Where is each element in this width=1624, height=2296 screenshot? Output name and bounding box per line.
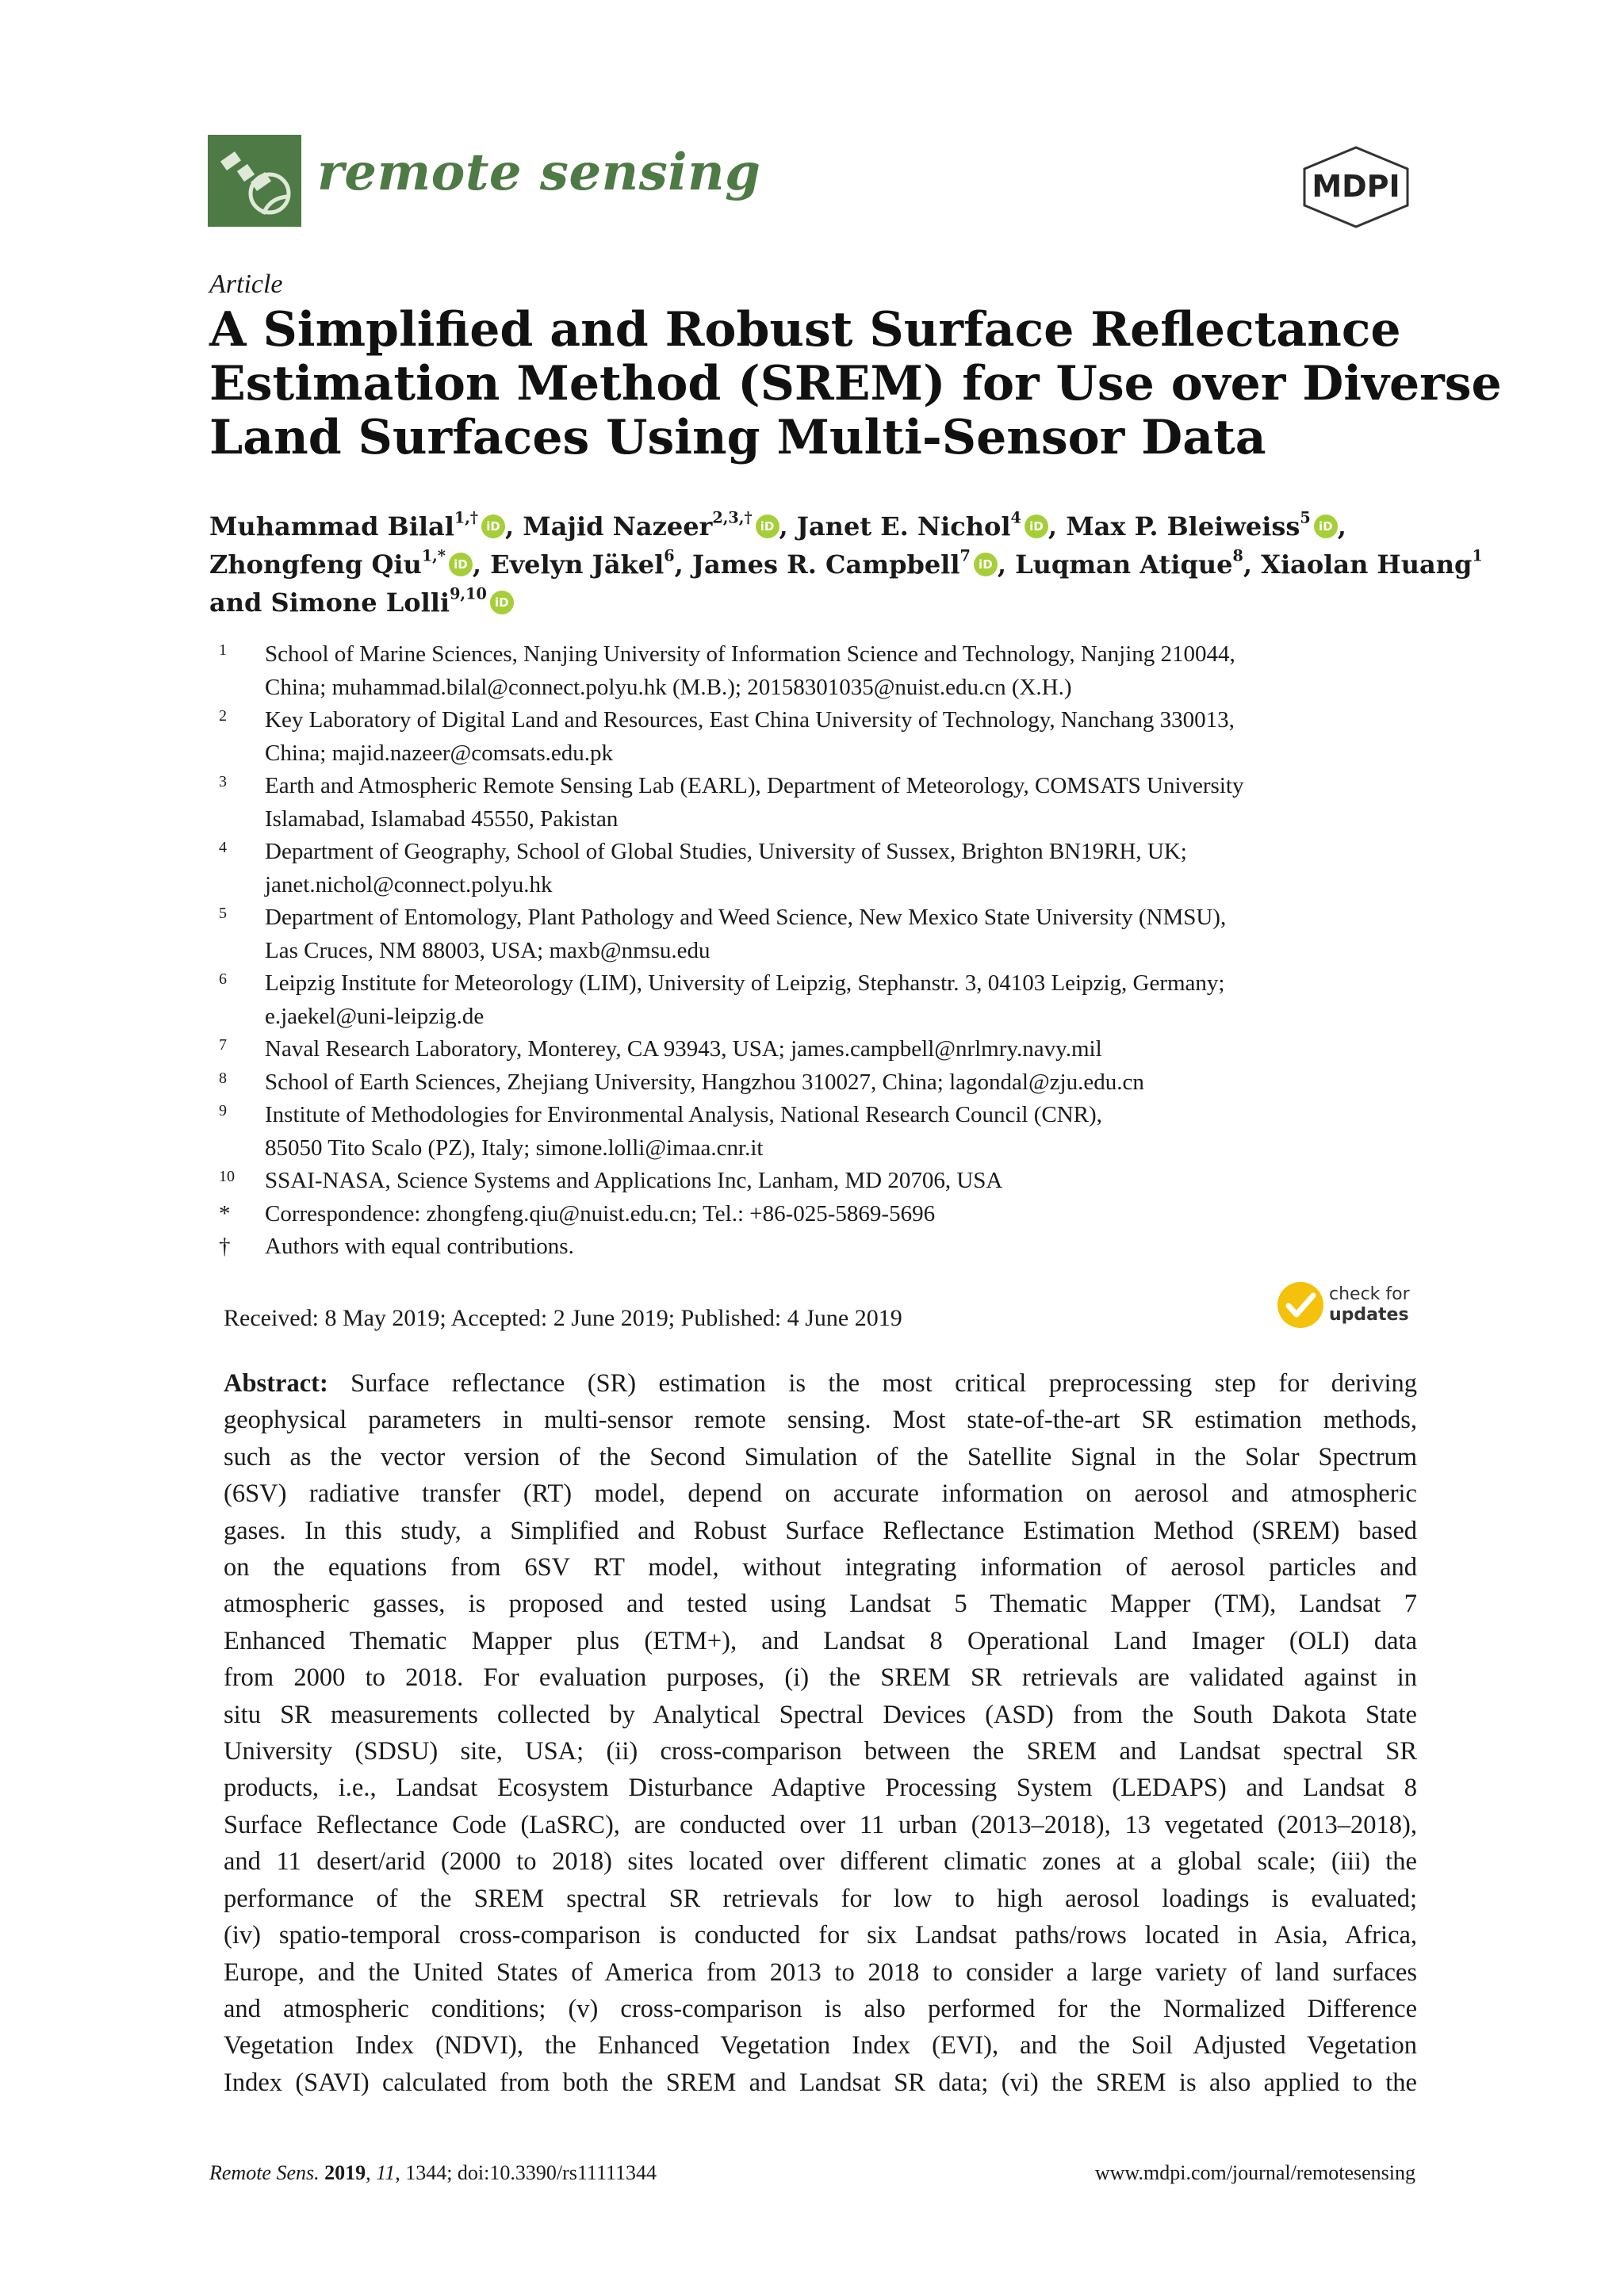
- abstract-line: Surface Reflectance Code (LaSRC), are conducted over 11 urban (2013–2018), 13 vegetated (2013–2018),: [224, 1810, 1417, 1839]
- journal-url-link[interactable]: www.mdpi.com/journal/remotesensing: [1094, 2161, 1415, 2184]
- author-name: Zhongfeng Qiu: [209, 549, 422, 580]
- mdpi-logo: [1297, 144, 1415, 230]
- author-affil-sup: 4: [1010, 508, 1021, 527]
- author-line: [209, 545, 1483, 584]
- author-affil-sup: 1,†: [454, 508, 478, 527]
- citation-volume: 11: [376, 2161, 396, 2184]
- affiliation-list: [219, 638, 1424, 1264]
- author-list: [209, 507, 1483, 622]
- affiliation-number: 3: [219, 773, 227, 790]
- author-separator: ,: [779, 511, 797, 541]
- author-affil-sup: 1,*: [421, 546, 446, 565]
- abstract-line: Vegetation Index (NDVI), the Enhanced Vegetation Index (EVI), and the Soil Adjusted Vegetation: [224, 2031, 1417, 2061]
- abstract-line: Enhanced Thematic Mapper plus (ETM+), and Landsat 8 Operational Land Imager (OLI) data: [224, 1626, 1417, 1655]
- abstract-line: on the equations from 6SV RT model, without integrating information of aerosol particles and: [224, 1553, 1417, 1582]
- orcid-icon[interactable]: iD: [1314, 515, 1338, 538]
- abstract-line: gases. In this study, a Simplified and Robust Surface Reflectance Estimation Method (SREM) based: [224, 1516, 1417, 1545]
- abstract-line: performance of the SREM spectral SR retrievals for low to high aerosol loadings is evaluated;: [224, 1884, 1417, 1913]
- abstract-line: geophysical parameters in multi-sensor remote sensing. Most state-of-the-art SR estimation methods,: [224, 1406, 1417, 1435]
- journal-abbreviation: Remote Sens.: [209, 2161, 320, 2184]
- journal-logo: [208, 135, 301, 227]
- abstract-line: products, i.e., Landsat Ecosystem Disturbance Adaptive Processing System (LEDAPS) and Landsat 8: [224, 1774, 1417, 1803]
- author-line: [209, 584, 1446, 622]
- article-type: Article: [209, 270, 283, 299]
- author-name: James R. Campbell: [691, 549, 960, 580]
- citation-footer: Remote Sens. 2019, 11, 1344; doi:10.3390/rs11111344: [209, 2161, 657, 2184]
- title-line: A Simplified and Robust Surface Reflectance: [209, 302, 1401, 358]
- abstract-line: (6SV) radiative transfer (RT) model, depend on accurate information on aerosol and atmospheric: [224, 1479, 1417, 1509]
- author-name: Luqman Atique: [1015, 549, 1233, 580]
- affiliation-number: 10: [219, 1168, 235, 1185]
- title-line: Estimation Method (SREM) for Use over Diverse: [209, 356, 1502, 411]
- check-for-updates-badge[interactable]: [1329, 1284, 1410, 1326]
- affiliation-item: [219, 704, 1424, 770]
- journal-name: remote sensing: [317, 143, 761, 202]
- affiliation-number: 4: [219, 839, 227, 856]
- affiliation-text: Las Cruces, NM 88003, USA; maxb@nmsu.edu: [265, 937, 710, 963]
- affiliation-text: China; majid.nazeer@comsats.edu.pk: [265, 740, 614, 766]
- author-separator: ,: [997, 549, 1016, 580]
- title-line: Land Surfaces Using Multi-Sensor Data: [209, 410, 1266, 465]
- affiliation-text: School of Marine Sciences, Nanjing University of Information Science and Technology, Nanjing 210044,: [265, 641, 1235, 667]
- check-for-updates-line1: check for: [1329, 1284, 1410, 1304]
- affiliation-text: Institute of Methodologies for Environmental Analysis, National Research Council (CNR),: [265, 1102, 1102, 1127]
- affiliation-number: 1: [219, 641, 227, 659]
- citation-doi: , 1344; doi:10.3390/rs11111344: [395, 2161, 657, 2184]
- check-for-updates-icon[interactable]: [1275, 1280, 1326, 1330]
- affiliation-item: [219, 1165, 1424, 1198]
- affiliation-number: 8: [219, 1069, 227, 1087]
- orcid-icon[interactable]: iD: [974, 553, 998, 576]
- abstract-label: Abstract:: [224, 1369, 328, 1398]
- affiliation-number: 5: [219, 905, 227, 922]
- author-separator: ,: [472, 549, 491, 580]
- affiliation-item: [219, 1033, 1424, 1066]
- author-name: and Simone Lolli: [209, 587, 450, 618]
- abstract-line: situ SR measurements collected by Analytical Spectral Devices (ASD) from the South Dakota State: [224, 1700, 1417, 1729]
- abstract-line: from 2000 to 2018. For evaluation purposes, (i) the SREM SR retrievals are validated against in: [224, 1663, 1417, 1693]
- abstract-line: (iv) spatio-temporal cross-comparison is conducted for six Landsat paths/rows located in Asia, Africa,: [224, 1921, 1417, 1950]
- paper-title: [209, 302, 1502, 465]
- orcid-icon[interactable]: iD: [449, 553, 473, 576]
- abstract-line: Index (SAVI) calculated from both the SREM and Landsat SR data; (vi) the SREM is also applied to the: [224, 2068, 1417, 2097]
- author-separator: ,: [674, 549, 692, 580]
- publication-dates: Received: 8 May 2019; Accepted: 2 June 2019; Published: 4 June 2019: [224, 1305, 902, 1331]
- author-affil-sup: 6: [664, 546, 675, 565]
- abstract-line: such as the vector version of the Second Simulation of the Satellite Signal in the Solar Spectrum: [224, 1442, 1417, 1471]
- affiliation-text: School of Earth Sciences, Zhejiang University, Hangzhou 310027, China; lagondal@zju.edu.cn: [265, 1069, 1144, 1095]
- affiliation-text: Department of Entomology, Plant Pathology and Weed Science, New Mexico State University (NMSU),: [265, 905, 1227, 930]
- abstract: [224, 1365, 1417, 2101]
- correspondence-item: [219, 1198, 1424, 1231]
- affiliation-item: [219, 1066, 1424, 1100]
- affiliation-text: janet.nichol@connect.polyu.hk: [265, 871, 553, 897]
- affiliation-number: 7: [219, 1036, 227, 1054]
- orcid-icon[interactable]: iD: [1025, 515, 1048, 538]
- abstract-line: and 11 desert/arid (2000 to 2018) sites located over different climatic zones at a global scale; (iii) the: [224, 1847, 1417, 1877]
- affiliation-text: 85050 Tito Scalo (PZ), Italy; simone.lolli@imaa.cnr.it: [265, 1135, 764, 1161]
- abstract-line: and atmospheric conditions; (v) cross-comparison is also performed for the Normalized Difference: [224, 1994, 1417, 2023]
- correspondence-text: Correspondence: zhongfeng.qiu@nuist.edu.cn; Tel.: +86-025-5869-5696: [265, 1200, 936, 1226]
- affiliation-item: [219, 836, 1424, 901]
- orcid-icon[interactable]: iD: [481, 515, 505, 538]
- affiliation-number: 9: [219, 1102, 227, 1119]
- author-separator: ,: [504, 511, 523, 541]
- check-for-updates-line2: updates: [1329, 1305, 1409, 1325]
- author-line: [209, 507, 1446, 545]
- affiliation-text: Earth and Atmospheric Remote Sensing Lab (EARL), Department of Meteorology, COMSATS University: [265, 773, 1244, 798]
- affiliation-number: 2: [219, 707, 227, 725]
- orcid-icon[interactable]: iD: [490, 591, 514, 614]
- affiliation-number: 6: [219, 970, 227, 988]
- author-affil-sup: 7: [959, 546, 971, 565]
- satellite-icon: [208, 135, 301, 227]
- author-name: Muhammad Bilal: [209, 511, 454, 541]
- affiliation-item: [219, 967, 1424, 1033]
- affiliation-text: Islamabad, Islamabad 45550, Pakistan: [265, 806, 619, 832]
- abstract-text: Surface reflectance (SR) estimation is the most critical preprocessing step for deriving: [350, 1369, 1417, 1398]
- affiliation-text: Key Laboratory of Digital Land and Resources, East China University of Technology, Nanchang 330013,: [265, 707, 1235, 733]
- orcid-icon[interactable]: iD: [756, 515, 779, 538]
- author-affil-sup: 8: [1232, 546, 1243, 565]
- affiliation-item: [219, 770, 1424, 836]
- author-affil-sup: 2,3,†: [712, 508, 753, 527]
- author-name: Majid Nazeer: [523, 511, 713, 541]
- affiliation-text: SSAI-NASA, Science Systems and Applications Inc, Lanham, MD 20706, USA: [265, 1168, 1003, 1193]
- affiliation-text: Leipzig Institute for Meteorology (LIM), University of Leipzig, Stephanstr. 3, 04103 Leipzig, Germany;: [265, 970, 1225, 996]
- author-name: Evelyn Jäkel: [490, 549, 665, 580]
- author-name: Xiaolan Huang: [1261, 549, 1473, 580]
- affiliation-item: [219, 638, 1424, 704]
- author-separator: ,: [1243, 549, 1262, 580]
- author-separator: ,: [1048, 511, 1067, 541]
- affiliation-number: †: [219, 1234, 231, 1259]
- abstract-line: Europe, and the United States of America from 2013 to 2018 to consider a large variety of land surfaces: [224, 1957, 1417, 1987]
- equal-contribution-note: [219, 1230, 1424, 1264]
- affiliation-item: [219, 901, 1424, 967]
- abstract-line: University (SDSU) site, USA; (ii) cross-comparison between the SREM and Landsat spectral SR: [224, 1737, 1417, 1766]
- affiliation-item: [219, 1099, 1424, 1165]
- affiliation-text: e.jaekel@uni-leipzig.de: [265, 1003, 485, 1029]
- affiliation-text: China; muhammad.bilal@connect.polyu.hk (M.B.); 20158301035@nuist.edu.cn (X.H.): [265, 674, 1072, 700]
- affiliation-text: Department of Geography, School of Global Studies, University of Sussex, Brighton BN19RH, UK;: [265, 839, 1187, 864]
- equal-contribution-text: Authors with equal contributions.: [265, 1234, 574, 1259]
- author-affil-sup: 5: [1300, 508, 1311, 527]
- affiliation-number: *: [219, 1200, 231, 1226]
- abstract-line: [224, 1365, 1417, 1402]
- author-name: Max P. Bleiweiss: [1066, 511, 1300, 541]
- affiliation-text: Naval Research Laboratory, Monterey, CA 93943, USA; james.campbell@nrlmry.navy.mil: [265, 1036, 1102, 1062]
- publisher-name: MDPI: [1312, 169, 1400, 204]
- author-name: Janet E. Nichol: [796, 511, 1011, 541]
- abstract-line: atmospheric gasses, is proposed and tested using Landsat 5 Thematic Mapper (TM), Landsat 7: [224, 1590, 1417, 1619]
- citation-year: 2019: [324, 2161, 366, 2184]
- author-separator: ,: [1337, 511, 1346, 541]
- author-affil-sup: 9,10: [450, 584, 487, 603]
- author-affil-sup: 1: [1472, 546, 1483, 565]
